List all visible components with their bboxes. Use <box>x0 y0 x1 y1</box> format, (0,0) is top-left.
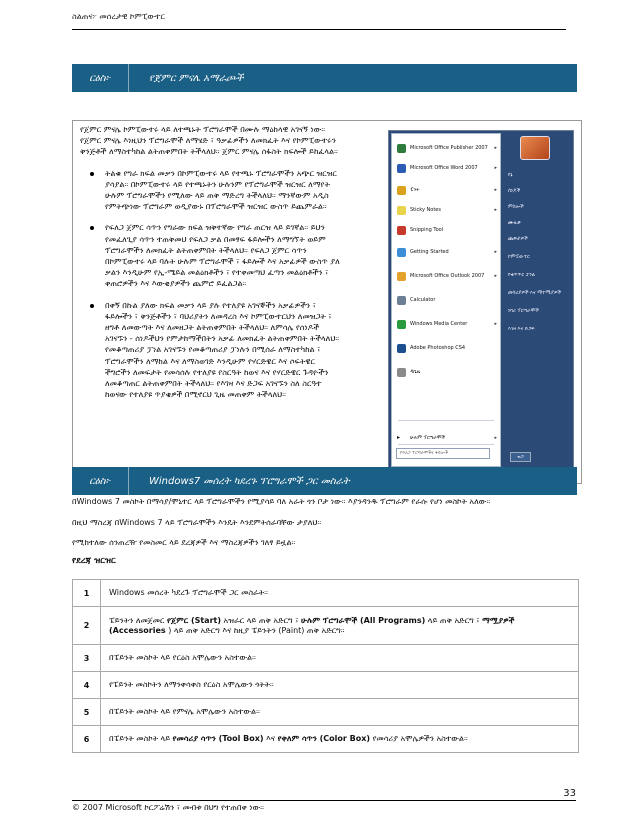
step-emphasis: የጀምር (Start) <box>166 615 222 625</box>
lesson-2-paragraph-2: በዚህ ማስረጃ በWindows 7 ላይ ፕሮግራሞችን እንዴት እንደምትሰራባቸው ታያለህ። <box>72 518 322 527</box>
lesson-2-label: ርዕስ፦ <box>72 467 129 495</box>
step-emphasis: ሁሉም ፕሮግራሞች (All Programs) <box>301 615 426 625</box>
start-menu-program-item[interactable] <box>394 242 500 262</box>
step-row <box>73 607 579 645</box>
running-header: ስልጠና፦ መሰረታዊ ኮምፒውተር <box>72 12 165 21</box>
lesson-2-title: Windows7 መሰረት ካደረጉ ፕሮግራሞች ጋር መስራት <box>149 475 350 487</box>
program-label: ፔንት <box>410 187 420 193</box>
header-rule <box>72 29 566 30</box>
lesson-1-bullet-text: የፍለጋ ጀምር ሳጥን የግራው ክፍል ዝቅተኛው የግራ ጠርዝ ላይ ይገኛል። ይህን የመፈለጊያ ሳጥን ተጠቅመህ የፍለጋ ቃል በመፃፍ ፋይሎችን ለማግኘት ወይም ፕሮግራሞችን ለመክፈት ልትጠቀምበት ትችላለህ። የፍለጋ ጀምር ሳጥን በኮምፒውተሩ ላይ ባሉት ሁሉም ፕሮግራሞች ፣ ፋይሎች እና አቃፊዎች ውስጥ ያለ ቃልን እንዲሁም የኢ-ሜይል መልዕክቶችን ፣ የተቀመጣህ ፈጣን መልዕክቶችን ፣ ቀጠሮዎችን እና እውቂያዎችን ጨምሮ ይፈልጋል። <box>105 223 340 289</box>
step-row <box>73 672 579 699</box>
step-text: በፔይንት መስኮት ላይ የርዕስ አሞሌውን አስተውል። <box>109 653 256 662</box>
start-search-box[interactable]: የፍለጋ ፕሮግራሞችና ፋይሎች <box>396 448 490 459</box>
start-menu-program-item[interactable] <box>394 314 500 334</box>
step-text: በፔይንት መስኮት ላይ <box>109 734 173 743</box>
program-icon <box>397 296 406 305</box>
start-menu-link[interactable]: የኔ <box>508 172 513 178</box>
start-menu-link[interactable]: ሙዚቃ <box>508 220 521 226</box>
lesson-1-bullet-text: ትልቁ የግራ ክፍል መቃን በኮምፒውተሩ ላይ የተጫኑ ፕሮግራሞችን አጭር ዝርዝር ያሳያል። በኮምፒውተሩ ላይ የተጫኑትን ሁሉንም የፕሮግራሞች ዝርዝር ለማየት ሁሉም ፕሮግራሞችን የሚለው ላይ ጠቅ ማድረግ ትችላለህ። ማንኛውም አዲስ የምትጭነው ፕሮግራም ወዲያውኑ በፕሮግራሞች ዝርዝር ውስጥ ይጨምራል። <box>105 168 337 212</box>
start-menu-link[interactable]: ጨዋታዎች <box>508 236 528 242</box>
start-menu-link[interactable]: ነባሪ ፕሮግራሞች <box>508 308 539 314</box>
steps-table <box>72 579 579 753</box>
step-text: አዝራር ላይ ጠቅ አድርግ ፣ <box>221 615 302 625</box>
program-label: Calculator <box>410 297 436 303</box>
step-number: 6 <box>73 726 101 753</box>
submenu-arrow-icon: ▸ <box>494 435 497 441</box>
bullet-dot-icon <box>90 226 94 230</box>
step-text: ) ላይ ጠቅ አድርግ እና ከዚያ ፔይንትን (Paint) ጠቅ አድርግ። <box>165 625 345 635</box>
step-text: Windows መሰረት ካደረጉ ፕሮግራሞች ጋር መስራት። <box>109 588 268 597</box>
submenu-arrow-icon: ▸ <box>494 207 497 213</box>
start-menu-link[interactable]: የቁጥጥር ፓነል <box>508 272 535 278</box>
program-label: Sticky Notes <box>410 207 441 213</box>
lesson-1-bullet <box>80 168 340 213</box>
program-icon <box>397 206 406 215</box>
step-text: የፔይንት መስኮትን ለማንቀሳቀስ የርዕስ አሞሌውን ጎትት። <box>109 680 274 689</box>
start-menu-program-item[interactable] <box>394 158 500 178</box>
submenu-arrow-icon: ▸ <box>494 321 497 327</box>
shutdown-button[interactable]: ዝጋ <box>510 452 531 462</box>
lesson-2-banner <box>72 467 577 495</box>
step-description <box>101 699 579 726</box>
lesson-2-paragraph-1: በWindows 7 መስኮት በማሳያ/ሞኒተር ላይ ፕሮግራሞችን የሚያሳይ ባለ አራት ጎን ቦታ ነው። እያንዳንዱ ፕሮግራም የራሱ የሆነ መስኮት አለው። <box>72 497 491 506</box>
program-label: Adobe Photoshop CS4 <box>410 345 466 351</box>
step-number: 4 <box>73 672 101 699</box>
submenu-arrow-icon: ▸ <box>494 145 497 151</box>
start-menu-link[interactable]: ምስሎች <box>508 204 524 210</box>
program-label: Snipping Tool <box>410 227 444 233</box>
step-row <box>73 580 579 607</box>
lesson-1-bullet-text: በቀኝ በኩል ያለው ክፍል መቃን ላይ ያሉ የተለያዩ አገናኞችን አቃፊዎችን ፣ ፋይሎችን ፣ ቅንጅቶችን ፣ ባህሪያትን ለመዳረስ እና ኮምፒውተርህን ለመዝጋት ፣ ዘግቶ ለመውጣት እና ለመዘጋት ልትጠቀምበት ትችላለህ። ለምሳሌ የሰነዶች አገናኙን - ሰነዶችህን የምታከማችበትን አቃፊ ለመክፈት ልትጠቀምበት ትችላለህ። የመቆጣጠሪያ ፓነል አገናኙን የመቆጣጠሪያ ፓነሉን በሚሰራ ለማስተካከል ፣ ፕሮግራሞችን ለማከል እና ለማስወገድ እንዲሁም የሃርድዌር እና ሶፍትዌር ችግሮችን ለመፍታት የመሳሰሉ የተለያዩ የስርዓት ከወና እና የሃርድዌር ጉዳዮችን ለመቆጣጠር ልትጠቀምበት ትችላለህ። የእገዛ እና ድጋፍ አገናኙን ስለ ስርዓተ ከወናው የተለያዩ ጥያቄዎች በሚኖርህ ጊዜ መጠቀም ትችላለህ። <box>105 300 340 400</box>
program-icon <box>397 272 406 281</box>
program-icon <box>397 186 406 195</box>
step-description <box>101 607 579 645</box>
start-menu-program-item[interactable] <box>394 290 500 310</box>
lesson-1-bullet <box>80 300 340 401</box>
step-text: ፔይንትን ለመጀመር <box>109 615 167 625</box>
step-text: የመሳሪያ አሞሌዎችን አስተውል። <box>370 734 468 743</box>
user-picture <box>520 136 550 160</box>
menu-separator <box>398 444 494 445</box>
step-description <box>101 580 579 607</box>
start-menu-link[interactable]: መሳሪያዎች እና ማተሚያዎች <box>508 290 561 296</box>
program-icon <box>397 144 406 153</box>
footer-rule <box>72 800 576 801</box>
step-emphasis: የቀለም ሳጥን (Color Box) <box>277 734 371 743</box>
step-text: በፔይንት መስኮት ላይ የምናሌ አሞሌውን አስተውል። <box>109 707 260 716</box>
lesson-1-title: የጀምር ምናሌ አማራጮች <box>149 72 244 84</box>
program-icon <box>397 320 406 329</box>
program-label: Microsoft Office Publisher 2007 <box>410 145 488 151</box>
lesson-1-intro: የጀምር ምናሌ ኮምፒውተሩ ላይ ለተጫኑት ፕሮግራሞች በሙሉ ማዕከላዊ አገናኝ ነው። የጀምር ምናሌ እነዚህን ፕሮግራሞች ለማሄድ ፣ ዓቃፊዎችን ለመክፈት እና የኮምፒውተሩን ቅንጅቶች ለማስተካከል ልትጠቀምበት ትችላለህ። ጀምር ምናሌ ሰፋስት ክፍሎች ይከፈላል። <box>80 125 338 157</box>
program-label: ዳቤዜ <box>410 369 421 375</box>
lesson-1-bullets <box>80 168 340 401</box>
start-menu-program-item[interactable] <box>394 362 500 382</box>
start-menu-link[interactable]: ሰነዶች <box>508 188 521 194</box>
lesson-1-banner <box>72 64 577 92</box>
step-description <box>101 726 579 753</box>
program-label: Microsoft Office Outlook 2007 <box>410 273 485 279</box>
start-menu-program-item[interactable] <box>394 338 500 358</box>
step-row <box>73 699 579 726</box>
step-text: ላይ ጠቅ አድርግ ፣ <box>425 615 483 625</box>
steps-heading: የደረጃ ዝርዝር <box>72 556 116 566</box>
start-menu-program-item[interactable] <box>394 200 500 220</box>
program-icon: ▸ <box>397 433 401 441</box>
lesson-1-text <box>80 124 340 410</box>
program-label: ሁሉም ፕሮግራሞች <box>410 435 445 441</box>
step-description <box>101 672 579 699</box>
program-label: Windows Media Center <box>410 321 468 327</box>
submenu-arrow-icon: ▸ <box>494 273 497 279</box>
program-icon <box>397 164 406 173</box>
submenu-arrow-icon: ▸ <box>494 249 497 255</box>
step-number: 5 <box>73 699 101 726</box>
lesson-1-label: ርዕስ፦ <box>72 64 129 92</box>
step-row <box>73 726 579 753</box>
program-label: Getting Started <box>410 249 449 255</box>
start-menu-link[interactable]: እገዛ እና ድጋፍ <box>508 326 535 332</box>
step-description <box>101 645 579 672</box>
start-menu-program-item[interactable] <box>394 428 500 448</box>
program-label: Microsoft Office Word 2007 <box>410 165 478 171</box>
program-icon <box>397 368 406 377</box>
step-emphasis: ማሟያዎች (Accessories <box>109 615 515 635</box>
submenu-arrow-icon: ▸ <box>494 187 497 193</box>
submenu-arrow-icon: ▸ <box>494 165 497 171</box>
page-number: 33 <box>563 788 576 799</box>
start-menu-program-item[interactable] <box>394 266 500 286</box>
footer-copyright: © 2007 Microsoft ኮርፖሬሽን ፣ መብቱ በህግ የተጠበቀ ነው። <box>72 803 264 812</box>
step-number: 1 <box>73 580 101 607</box>
bullet-dot-icon <box>90 304 94 308</box>
start-menu-program-item[interactable] <box>394 220 500 240</box>
program-icon <box>397 344 406 353</box>
step-text: እና <box>263 734 278 743</box>
start-menu-program-item[interactable] <box>394 180 500 200</box>
menu-separator <box>398 420 494 421</box>
program-icon <box>397 248 406 257</box>
step-row <box>73 645 579 672</box>
step-number: 2 <box>73 607 101 645</box>
lesson-2-paragraph-3: የሚከተለው ሰንጠረዥ የመስመር ላይ ደረጃዎች እና ማስረጃዎችን ገለፃ ይዟል። <box>72 538 296 547</box>
lesson-1-bullet <box>80 222 340 289</box>
start-menu-programs-pane <box>391 133 501 467</box>
bullet-dot-icon <box>90 172 94 176</box>
program-icon <box>397 226 406 235</box>
step-emphasis: የመሳሪያ ሳጥን (Tool Box) <box>172 734 264 743</box>
start-menu-program-item[interactable] <box>394 138 500 158</box>
start-menu-link[interactable]: ኮምፒውተር <box>508 254 530 260</box>
step-number: 3 <box>73 645 101 672</box>
